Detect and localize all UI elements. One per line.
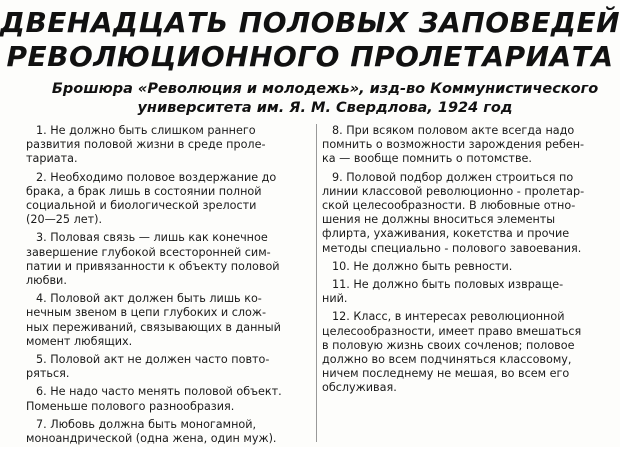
commandment-line: флирта, ухаживания, кокетства и прочие — [322, 227, 570, 241]
commandment-line: момент любящих. — [26, 334, 133, 348]
commandment-item — [322, 260, 612, 274]
commandment-line: завершение глубокой всесторонней сим- — [26, 245, 271, 259]
commandment-line: 7. Любовь должна быть моногамной, — [36, 417, 257, 431]
commandment-line: Поменьше полового разнообразия. — [26, 399, 235, 413]
subtitle-line-2: университета им. Я. М. Свердлова, 1924 год — [137, 100, 513, 116]
commandment-line: обслуживая. — [322, 381, 397, 395]
subtitle-line-1: Брошюра «Революция и молодежь», изд-во Коммунистического — [51, 81, 599, 97]
commandment-line: в половую жизнь своих сочленов; половое — [322, 338, 575, 352]
commandment-line: ской целесообразности. В любовные отно- — [322, 199, 576, 213]
commandment-line: (20—25 лет). — [26, 213, 103, 227]
commandment-item — [322, 171, 612, 256]
commandment-line: любви. — [26, 274, 67, 288]
commandment-item — [26, 418, 311, 446]
commandment-item — [322, 278, 612, 306]
commandment-line: социальной и биологической зрелости — [26, 199, 257, 213]
commandment-line: методы специально - полового завоевания. — [322, 241, 582, 255]
headline-line-2: РЕВОЛЮЦИОННОГО ПРОЛЕТАРИАТА — [6, 40, 614, 73]
commandment-line: тариата. — [26, 152, 78, 166]
commandment-line: ний. — [322, 292, 348, 306]
commandment-line: помнить о возможности зарождения ребен- — [322, 138, 585, 152]
commandment-line: 4. Половой акт должен быть лишь ко- — [36, 292, 262, 306]
right-column — [322, 124, 612, 400]
commandment-line: 5. Половой акт не должен часто повто- — [36, 353, 270, 367]
commandment-item — [322, 124, 612, 167]
commandment-line: ничем последнему не мешая, во всем его — [322, 367, 570, 381]
commandment-line: 10. Не должно быть ревности. — [332, 259, 513, 273]
left-column — [26, 124, 311, 450]
commandment-line: шения не должны вноситься элементы — [322, 213, 556, 227]
commandment-item — [26, 385, 311, 413]
commandment-line: 11. Не должно быть половых извраще- — [332, 278, 564, 292]
commandment-line: ных переживаний, связывающих в данный — [26, 320, 281, 334]
commandment-line: ка — вообще помнить о потомстве. — [322, 152, 532, 166]
commandment-item — [26, 292, 311, 349]
commandment-line: 12. Класс, в интересах революционной — [332, 310, 565, 324]
commandment-item — [322, 310, 612, 395]
commandment-line: целесообразности, имеет право вмешаться — [322, 324, 582, 338]
commandment-line: нечным звеном в цепи глубоких и слож- — [26, 306, 267, 320]
commandment-item — [26, 353, 311, 381]
commandment-line: развития половой жизни в среде проле- — [26, 138, 266, 152]
headline-line-1: ДВЕНАДЦАТЬ ПОЛОВЫХ ЗАПОВЕДЕЙ — [0, 6, 620, 39]
commandment-line: моноандрической (одна жена, один муж). — [26, 432, 277, 446]
commandment-item — [26, 171, 311, 228]
commandment-item — [26, 124, 311, 167]
column-divider — [316, 124, 317, 442]
commandment-line: ряться. — [26, 367, 70, 381]
commandment-line: 3. Половая связь — лишь как конечное — [36, 231, 268, 245]
commandment-line: 1. Не должно быть слишком раннего — [36, 124, 256, 137]
commandment-line: линии классовой революционно - пролетар- — [322, 184, 585, 198]
commandment-line: 9. Половой подбор должен строиться по — [332, 170, 574, 184]
commandment-line: патии и привязанности к объекту половой — [26, 259, 280, 273]
source-subtitle — [40, 80, 610, 118]
commandment-line: должно во всем подчиняться классовому, — [322, 353, 572, 367]
commandment-line: 8. При всяком половом акте всегда надо — [332, 124, 575, 137]
commandment-line: брака, а брак лишь в состоянии полной — [26, 184, 262, 198]
headline — [0, 6, 620, 74]
commandment-line: 2. Необходимо половое воздержание до — [36, 170, 277, 184]
commandment-line: 6. Не надо часто менять половой объект. — [36, 385, 282, 399]
commandment-item — [26, 231, 311, 288]
